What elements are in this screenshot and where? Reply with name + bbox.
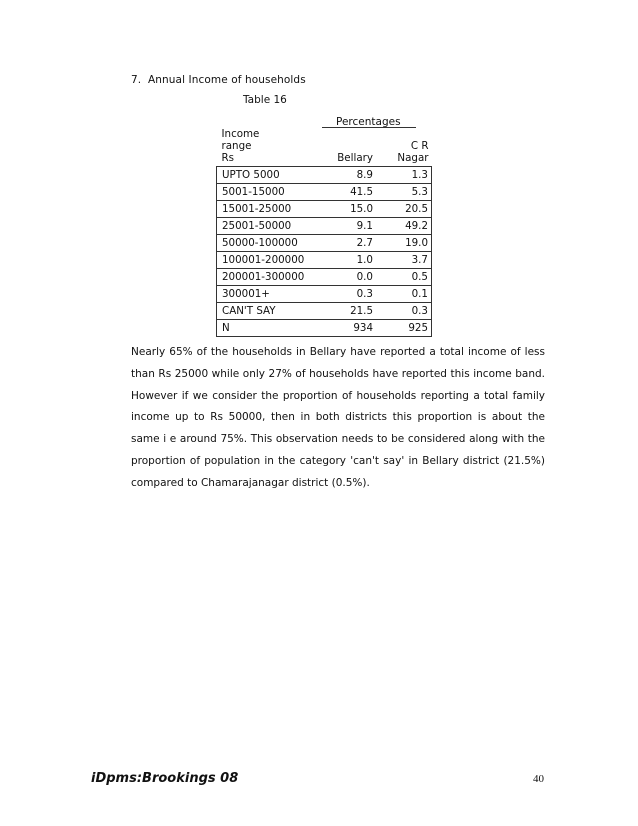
table-row: UPTO 5000 8.9 1.3	[217, 167, 432, 184]
header-cr-nagar: C R Nagar	[379, 128, 432, 167]
table-row: 100001-200000 1.0 3.7	[217, 252, 432, 269]
page-number: 40	[533, 773, 544, 785]
table-row: 300001+ 0.3 0.1	[217, 286, 432, 303]
header-income-range: Income range Rs	[217, 128, 323, 167]
table-row: CAN'T SAY 21.5 0.3	[217, 303, 432, 320]
section-number: 7.	[131, 74, 142, 86]
section-heading	[131, 74, 306, 86]
income-table	[216, 128, 432, 337]
table-row: 5001-15000 41.5 5.3	[217, 184, 432, 201]
table-row: 50000-100000 2.7 19.0	[217, 235, 432, 252]
body-paragraph: Nearly 65% of the households in Bellary have reported a total income of less than Rs 25000 while only 27% of households have reported this income band. However if we consider the proportion of households reporting a total family income up to Rs 50000, then in both districts this proportion is about the same i e around 75%. This observation needs to be considered along with the proportion of population in the category 'can't say' in Bellary district (21.5%) compared to Chamarajanagar district (0.5%).	[131, 346, 545, 489]
table-row: 15001-25000 15.0 20.5	[217, 201, 432, 218]
table-title: Table 16	[243, 94, 287, 106]
table-row: 200001-300000 0.0 0.5	[217, 269, 432, 286]
table-row: 25001-50000 9.1 49.2	[217, 218, 432, 235]
table-caption: Percentages	[336, 116, 401, 128]
table-header-row	[217, 128, 432, 167]
table-row: N 934 925	[217, 320, 432, 337]
section-title: Annual Income of households	[148, 74, 306, 86]
header-bellary: Bellary	[322, 128, 379, 167]
footer-label: iDpms:Brookings 08	[91, 771, 239, 786]
